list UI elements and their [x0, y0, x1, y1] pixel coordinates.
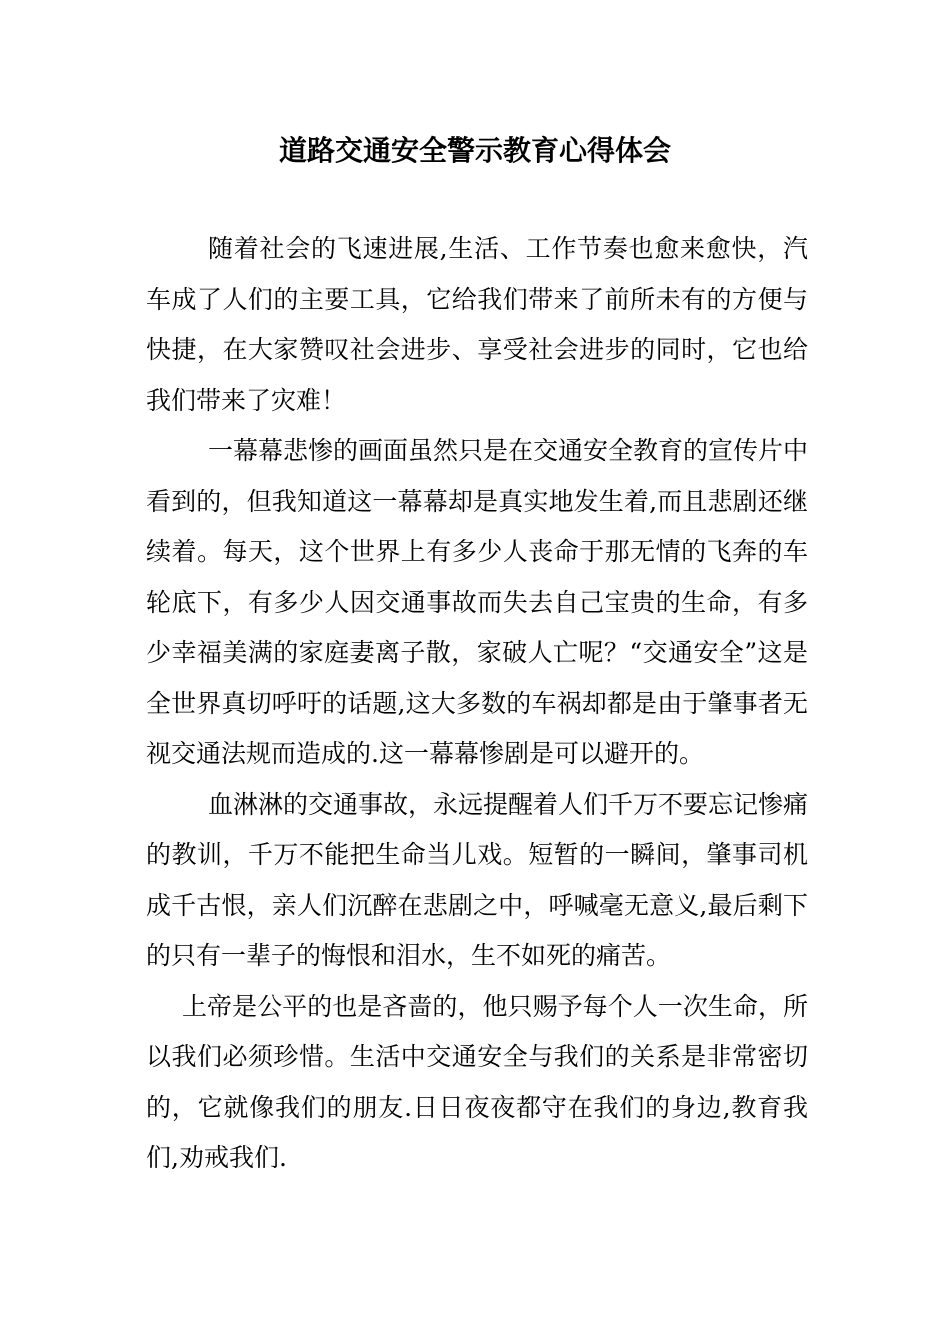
document-title: 道路交通安全警示教育心得体会	[278, 134, 671, 167]
paragraph-4: 上帝是公平的也是吝啬的，他只赐予每个人一次生命，所以我们必须珍惜。生活中交通安全与我们的关系是非常密切的，它就像我们的朋友.日日夜夜都守在我们的身边,教育我们,劝戒我们.	[146, 991, 808, 1172]
document-body	[146, 224, 808, 1184]
paragraph-2: 一幕幕悲惨的画面虽然只是在交通安全教育的宣传片中看到的，但我知道这一幕幕却是真实地发生着,而且悲剧还继续着。每天，这个世界上有多少人丧命于那无情的飞奔的车轮底下，有多少人因交通事故而失去自己宝贵的生命，有多少幸福美满的家庭妻离子散，家破人亡呢？“交通安全”这是全世界真切呼吁的话题,这大多数的车祸却都是由于肇事者无视交通法规而造成的.这一幕幕惨剧是可以避开的。	[146, 436, 809, 768]
paragraph-1: 随着社会的飞速进展,生活、工作节奏也愈来愈快，汽车成了人们的主要工具，它给我们带来了前所未有的方便与快捷，在大家赞叹社会进步、享受社会进步的同时，它也给我们带来了灾难！	[146, 234, 808, 415]
paragraph-3: 血淋淋的交通事故，永远提醒着人们千万不要忘记惨痛的教训，千万不能把生命当儿戏。短暂的一瞬间，肇事司机成千古恨，亲人们沉醉在悲剧之中，呼喊毫无意义,最后剩下的只有一辈子的悔恨和泪水，生不如死的痛苦。	[146, 789, 809, 970]
